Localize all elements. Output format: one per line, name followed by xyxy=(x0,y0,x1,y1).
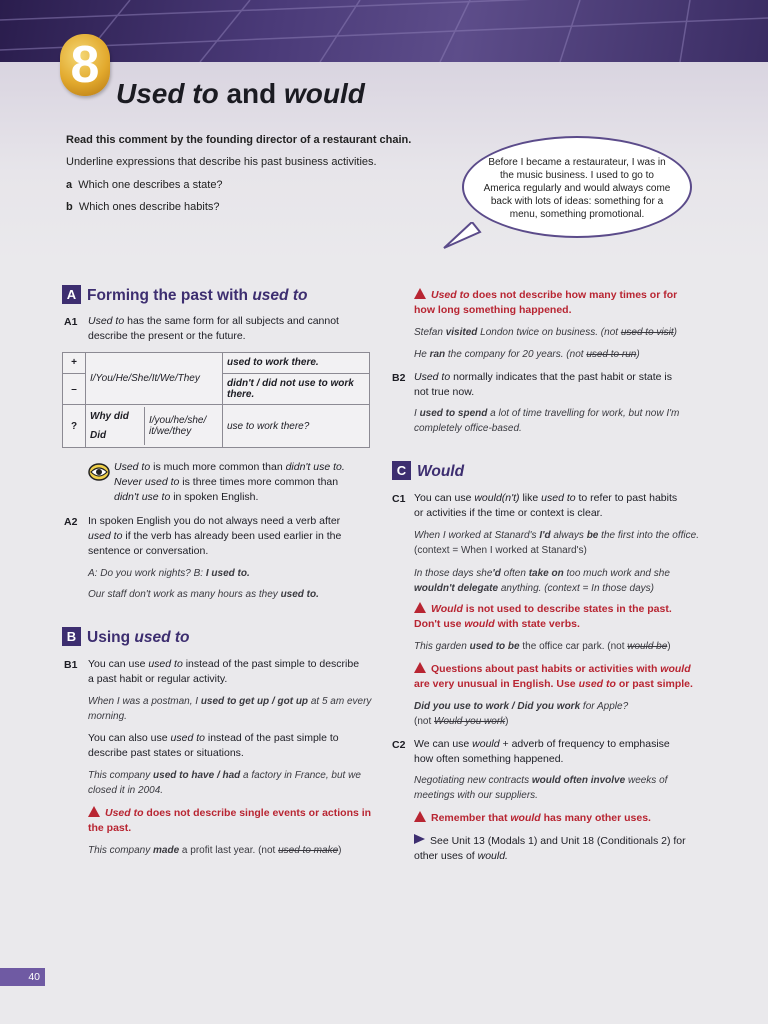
c1-example-3: This garden used to be the office car park. (not would be) xyxy=(414,641,671,652)
c1-warning-1: Would is not used to describe states in the past. Don't use would with state verbs. xyxy=(414,603,672,630)
table-minus: – xyxy=(63,373,86,405)
b1-text: You can use used to instead of the past simple to describe a past habit or regular activity. xyxy=(88,658,360,685)
b1-example-1: When I was a postman, I used to get up / got up at 5 am every morning. xyxy=(88,696,372,722)
arrow-right-icon xyxy=(414,834,425,844)
unit-number-badge: 8 xyxy=(60,34,110,96)
b1-text-2: You can also use used to instead of the past simple to describe past states or situations. xyxy=(88,732,339,759)
warning-icon xyxy=(414,288,426,299)
header-banner xyxy=(0,0,768,62)
b2-number: B2 xyxy=(392,372,406,384)
intro-line-1: Read this comment by the founding director of a restaurant chain. xyxy=(66,134,412,146)
table-question-subject-list: I/you/he/she/ it/we/they xyxy=(149,415,207,438)
intro-question-b: b Which ones describe habits? xyxy=(66,201,220,213)
c1-number: C1 xyxy=(392,493,406,505)
banner-pattern xyxy=(0,0,768,62)
c2-warning: Remember that would has many other uses. xyxy=(414,811,651,826)
warning-icon xyxy=(414,811,426,822)
a1-number: A1 xyxy=(64,316,78,328)
warning-icon xyxy=(88,806,100,817)
section-c-heading: C Would xyxy=(392,461,464,481)
b2-example: I used to spend a lot of time travelling for work, but now I'm completely office-based. xyxy=(414,408,680,434)
eye-tip-icon xyxy=(88,462,110,482)
a1-text: Used to has the same form for all subjects and cannot describe the present or the future. xyxy=(88,315,339,342)
page-number: 40 xyxy=(0,968,45,986)
c1-example-2: In those days she'd often take on too much work and she wouldn't delegate anything. (context = In those days) xyxy=(414,568,670,594)
used-to-form-table xyxy=(62,352,370,448)
see-also: See Unit 13 (Modals 1) and Unit 18 (Conditionals 2) for other uses of would. xyxy=(414,835,686,862)
table-question-verb: use to work there? xyxy=(223,405,370,448)
a2-number: A2 xyxy=(64,516,78,528)
b1-example-3: This company made a profit last year. (not used to make) xyxy=(88,845,342,856)
c2-example: Negotiating new contracts would often involve weeks of meetings with our suppliers. xyxy=(414,775,668,801)
b2-text: Used to normally indicates that the past habit or state is not true now. xyxy=(414,371,672,398)
c1-example-1: When I worked at Stanard's I'd always be the first into the office. (context = When I worked at Stanard's) xyxy=(414,530,699,556)
c1-warning-2: Questions about past habits or activities with would are very unusual in English. Use used to or past simple. xyxy=(414,663,693,690)
speech-bubble: Before I became a restaurateur, I was in the music business. I used to go to America regularly and would always come back with lots of ideas: something for a menu, something promotional. xyxy=(462,136,692,238)
c2-text: We can use would + adverb of frequency to emphasise how often something happened. xyxy=(414,738,670,765)
speech-bubble-tail xyxy=(442,222,482,252)
table-did: Did xyxy=(90,430,107,442)
warning-icon xyxy=(414,602,426,613)
a2-example-2: Our staff don't work as many hours as they used to. xyxy=(88,589,319,600)
a2-text: In spoken English you do not always need a verb after used to if the verb has already been used earlier in the sentence or conversation. xyxy=(88,515,342,557)
intro-question-a: a Which one describes a state? xyxy=(66,179,223,191)
b1-example-5: He ran the company for 20 years. (not used to run) xyxy=(414,349,640,360)
warning-icon xyxy=(414,662,426,673)
b1-example-4: Stefan visited London twice on business. (not used to visit) xyxy=(414,327,677,338)
b1-number: B1 xyxy=(64,659,78,671)
section-b-heading: B Using used to xyxy=(62,627,190,647)
table-question-mark: ? xyxy=(63,405,86,448)
c2-number: C2 xyxy=(392,739,406,751)
table-why-did: Why did xyxy=(90,411,129,423)
table-negative: didn't / did not use to work there. xyxy=(223,373,370,405)
table-plus: + xyxy=(63,353,86,374)
section-a-heading: A Forming the past with used to xyxy=(62,285,307,305)
c1-text: You can use would(n't) like used to to refer to past habits or activities if the time or context is clear. xyxy=(414,492,678,519)
table-subjects: I/You/He/She/It/We/They xyxy=(86,353,223,405)
a2-example-1: A: Do you work nights? B: I used to. xyxy=(88,568,250,579)
b1-warning-2: Used to does not describe how many times or for how long something happened. xyxy=(414,289,678,316)
c1-example-4: Did you use to work / Did you work for Apple? (not Would you work) xyxy=(414,701,629,727)
b1-example-2: This company used to have / had a factory in France, but we closed it in 2004. xyxy=(88,770,361,796)
tip-text: Used to is much more common than didn't use to. Never used to is three times more common than didn't use to in spoken English. xyxy=(114,461,345,503)
table-positive: used to work there. xyxy=(223,353,370,374)
intro-line-2: Underline expressions that describe his past business activities. xyxy=(66,156,377,168)
unit-title: Used to and would xyxy=(116,78,365,109)
table-question-subjects xyxy=(86,405,223,448)
b1-warning: Used to does not describe single events or actions in the past. xyxy=(88,807,372,834)
